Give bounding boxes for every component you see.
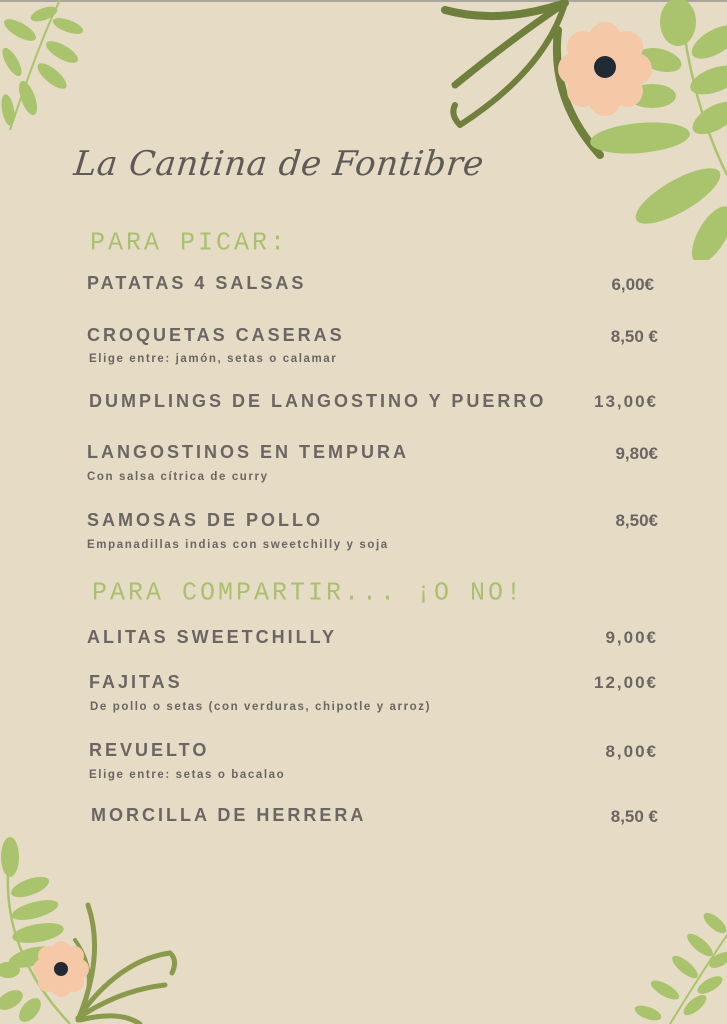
menu-item-description: Elige entre: setas o bacalao <box>89 769 286 781</box>
menu-item-price: 8,50 € <box>610 807 658 826</box>
menu-item-price: 9,00€ <box>605 628 658 647</box>
menu-item-name: MORCILLA DE HERRERA <box>91 805 367 825</box>
flower-icon <box>30 938 92 1000</box>
menu-item-description: Empanadillas indias con sweetchilly y soja <box>87 539 389 551</box>
menu-item-price: 13,00€ <box>594 392 658 411</box>
section-heading-para-compartir: PARA COMPARTIR... ¡O NO! <box>92 577 525 608</box>
menu-item-price: 6,00€ <box>611 275 654 294</box>
menu-item-price: 8,50 € <box>610 327 658 346</box>
flower-icon <box>552 16 658 122</box>
section-heading-para-picar: PARA PICAR: <box>90 227 289 258</box>
menu-item-name: CROQUETAS CASERAS <box>87 325 345 345</box>
fern-leaf-icon <box>620 905 727 1024</box>
menu-item-name: DUMPLINGS DE LANGOSTINO Y PUERRO <box>89 391 547 411</box>
menu-item-price: 8,00€ <box>605 742 658 761</box>
menu-item-name: FAJITAS <box>89 672 183 692</box>
menu-item-description: Con salsa cítrica de curry <box>87 471 269 483</box>
menu-item-price: 9,80€ <box>615 444 658 463</box>
menu-item-name: SAMOSAS DE POLLO <box>87 510 324 530</box>
restaurant-title: La Cantina de Fontibre <box>71 144 486 184</box>
menu-item-name: ALITAS SWEETCHILLY <box>87 627 338 647</box>
menu-item-description: De pollo o setas (con verduras, chipotle y arroz) <box>90 701 432 713</box>
menu-item-price: 12,00€ <box>594 673 658 692</box>
fern-leaf-icon <box>0 0 90 140</box>
menu-item-name: REVUELTO <box>89 740 210 760</box>
menu-item-description: Elige entre: jamón, setas o calamar <box>89 353 338 365</box>
menu-item-name: PATATAS 4 SALSAS <box>87 273 307 293</box>
menu-item-name: LANGOSTINOS EN TEMPURA <box>87 442 410 462</box>
menu-item-price: 8,50€ <box>615 511 658 530</box>
